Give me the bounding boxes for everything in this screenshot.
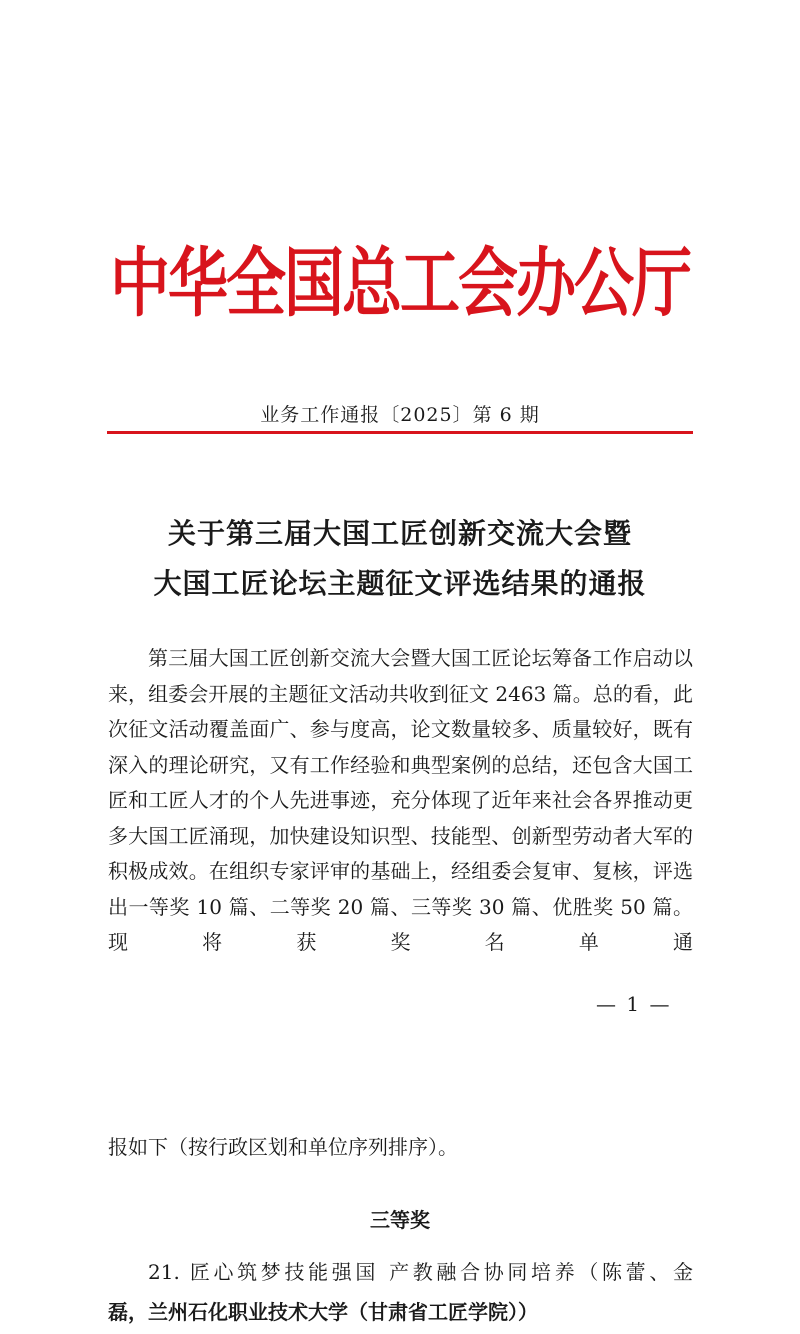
document-title-line-1: 关于第三届大国工匠创新交流大会暨 (167, 517, 632, 550)
body-paragraph: 第三届大国工匠创新交流大会暨大国工匠论坛筹备工作启动以来，组委会开展的主题征文活动共收到征文 2463 篇。总的看，此次征文活动覆盖面广、参与度高，论文数量较多、质量较好，既有深入的理论研究，又有工作经验和典型案例的总结，还包含大国工匠和工匠人才的个人先进事迹，充分体现了近年来社会各界推动更多大国工匠涌现，加快建设知识型、技能型、创新型劳动者大军的积极成效。在组织专家评审的基础上，经组委会复审、复核，评选出一等奖 10 篇、二等奖 20 篇、三等奖 30 篇、优胜奖 50 篇。现将获奖名单通 (108, 646, 693, 954)
award-entry-line-1: 21. 匠心筑梦技能强国 产教融合协同培养（陈蕾、金 (148, 1260, 693, 1284)
continuation-text: 报如下（按行政区划和单位序列排序）。 (108, 1135, 458, 1159)
award-section-title: 三等奖 (370, 1208, 430, 1232)
red-divider-line (107, 431, 693, 434)
masthead-title: 中华全国总工会办公厅 (110, 240, 690, 328)
document-title-line-2: 大国工匠论坛主题征文评选结果的通报 (153, 567, 647, 600)
issue-number: 业务工作通报〔2025〕第 6 期 (260, 404, 540, 426)
award-entry-line-2: 磊，兰州石化职业技术大学（甘肃省工匠学院）） (108, 1300, 538, 1324)
award-entry (108, 1252, 693, 1332)
page-number: — 1 — (596, 992, 672, 1016)
